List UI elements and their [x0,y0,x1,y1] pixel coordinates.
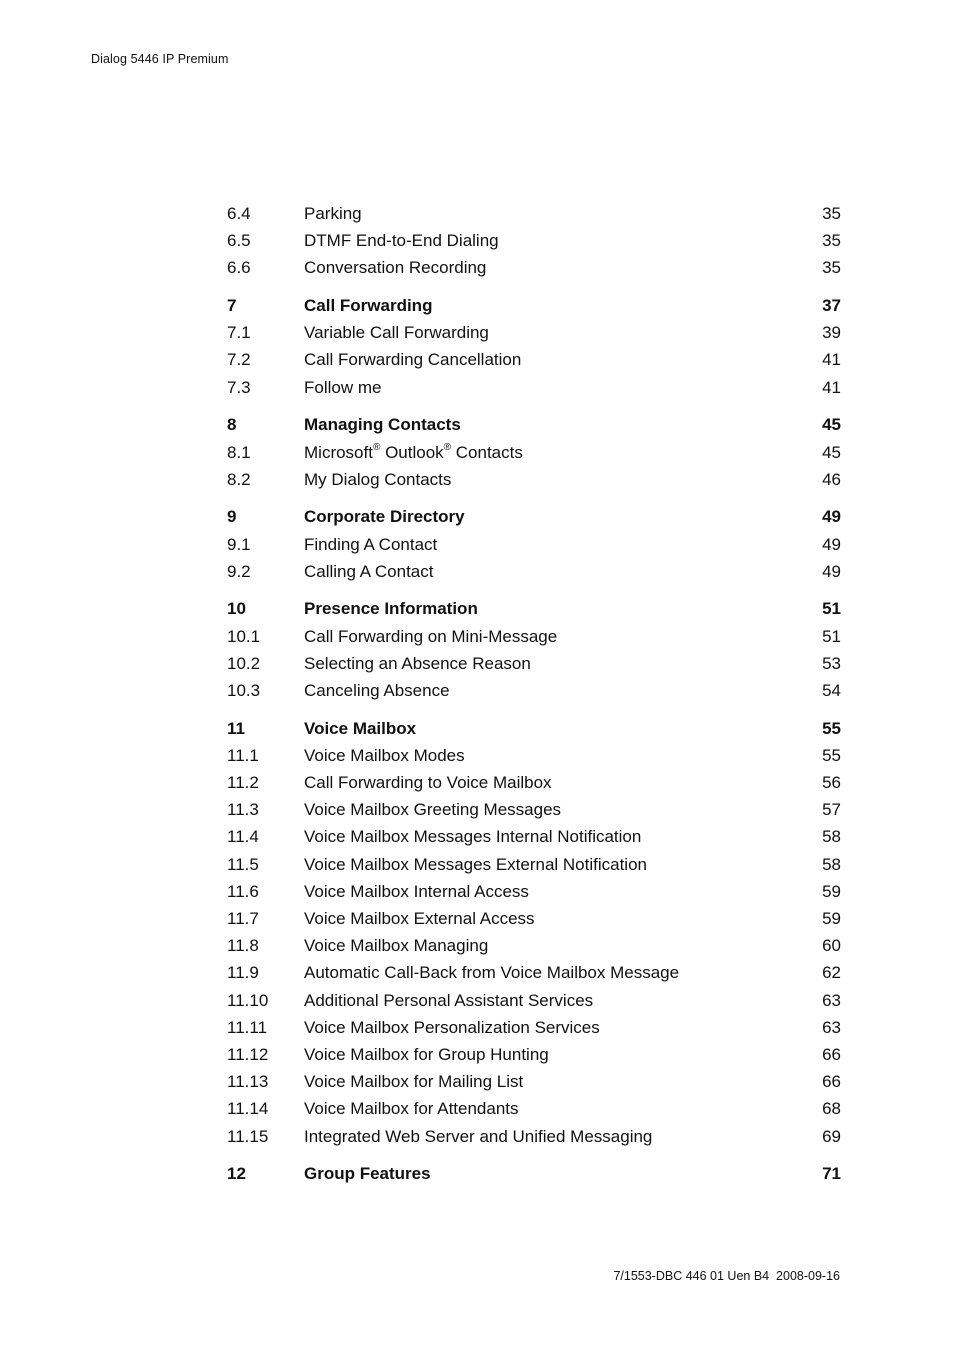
toc-page-number: 66 [822,1072,841,1092]
toc-section-title: Group Features [304,1164,431,1184]
toc-section-title: My Dialog Contacts [304,469,452,489]
toc-chapter-row [227,292,841,319]
toc-entry-row [227,959,841,986]
toc-section-number: 10 [227,599,246,619]
toc-section-title [304,439,822,466]
toc-entry-row [227,531,841,558]
toc-page-number: 53 [822,653,841,673]
toc-page-number: 71 [822,1164,841,1184]
toc-chapter-row [227,503,841,530]
toc-section-number: 11.7 [227,909,259,928]
toc-entry-row [227,987,841,1014]
toc-section-number: 10.1 [227,626,261,646]
toc-section-title: Voice Mailbox Greeting Messages [304,800,562,820]
toc-section-number: 11.15 [227,1126,269,1146]
title-text-part: Microsoft [304,442,373,462]
toc-page-number: 49 [822,561,841,581]
toc-section-title: Finding A Contact [304,534,438,554]
running-header: Dialog 5446 IP Premium [91,52,229,66]
toc-page-number: 57 [822,800,841,820]
toc-entry-row [227,769,841,796]
toc-section-number: 6.6 [227,258,251,278]
toc-section-number: 6.5 [227,231,251,251]
toc-section-number: 9.2 [227,561,251,581]
toc-section-title: Voice Mailbox for Group Hunting [304,1044,549,1064]
toc-section-group [227,411,841,493]
toc-page-number: 58 [822,854,841,874]
toc-section-title: Automatic Call-Back from Voice Mailbox Message [304,963,680,983]
toc-page-number: 63 [822,990,841,1010]
toc-page-number: 39 [822,323,841,343]
toc-page-number: 51 [822,599,841,619]
toc-section-number: 8 [227,415,237,435]
toc-chapter-row [227,1160,841,1187]
toc-section-number: 11.4 [227,827,259,847]
toc-entry-row [227,623,841,650]
toc-entry-row [227,823,841,850]
toc-page-number: 60 [822,936,841,956]
toc-page-number: 55 [822,745,841,765]
toc-section-number: 11.1 [227,745,259,765]
toc-section-group [227,503,841,585]
toc-entry-row [227,1123,841,1150]
toc-section-title: Selecting an Absence Reason [304,653,531,673]
toc-entry-row [227,227,841,254]
toc-page-number: 62 [822,963,841,983]
toc-page-number: 35 [822,204,841,223]
toc-section-title: Canceling Absence [304,681,450,700]
toc-entry-row [227,346,841,373]
toc-section-number: 8.1 [227,442,251,462]
toc-section-number: 12 [227,1164,246,1184]
toc-section-title: Voice Mailbox External Access [304,909,535,928]
toc-section-title: Call Forwarding [304,296,433,316]
toc-page-number: 63 [822,1017,841,1037]
toc-section-title: Voice Mailbox Internal Access [304,881,529,901]
toc-section-number: 7 [227,296,237,316]
toc-section-title: Presence Information [304,599,478,619]
toc-section-title: Call Forwarding to Voice Mailbox [304,773,552,793]
toc-section-group [227,200,841,282]
toc-page-number: 41 [822,377,841,397]
toc-section-group [227,595,841,704]
toc-page-number: 54 [822,681,841,700]
toc-section-group [227,1160,841,1187]
toc-entry-row [227,677,841,704]
toc-entry-row [227,932,841,959]
toc-page-number: 35 [822,258,841,278]
toc-section-title: Voice Mailbox for Mailing List [304,1072,524,1092]
toc-entry-row [227,650,841,677]
toc-chapter-row [227,595,841,622]
toc-section-number: 11.12 [227,1044,269,1064]
toc-section-number: 11.13 [227,1072,269,1092]
toc-page-number: 69 [822,1126,841,1146]
toc-page-number: 56 [822,773,841,793]
toc-page-number: 51 [822,626,841,646]
toc-page-number: 59 [822,909,841,928]
toc-section-title: Voice Mailbox Messages Internal Notification [304,827,642,847]
toc-page-number: 55 [822,718,841,738]
toc-section-title: Conversation Recording [304,258,487,278]
toc-entry-row [227,254,841,281]
toc-section-number: 7.3 [227,377,251,397]
toc-page-number: 45 [822,415,841,435]
toc-section-number: 6.4 [227,204,251,223]
toc-section-number: 11.14 [227,1099,269,1119]
registered-trademark-mark: ® [372,441,381,453]
toc-section-number: 11.9 [227,963,259,983]
toc-section-title: Integrated Web Server and Unified Messaging [304,1126,653,1146]
toc-section-title: Corporate Directory [304,507,465,527]
toc-section-number: 11.6 [227,881,259,901]
document-reference-footer: 7/1553-DBC 446 01 Uen B4 2008-09-16 [613,1269,840,1283]
toc-entry-row [227,1041,841,1068]
toc-entry-row [227,1014,841,1041]
toc-section-number: 11.2 [227,773,259,793]
toc-chapter-row [227,715,841,742]
toc-section-number: 7.2 [227,350,251,370]
toc-entry-row [227,1095,841,1122]
toc-section-number: 11.3 [227,800,259,820]
toc-section-number: 10.2 [227,653,261,673]
toc-entry-row [227,851,841,878]
toc-section-title: Voice Mailbox Personalization Services [304,1017,600,1037]
toc-page-number: 35 [822,231,841,251]
toc-section-number: 9.1 [227,534,251,554]
toc-page-number: 49 [822,507,841,527]
toc-section-title: Calling A Contact [304,561,434,581]
toc-page-number: 66 [822,1044,841,1064]
toc-section-title: DTMF End-to-End Dialing [304,231,499,251]
toc-section-title: Voice Mailbox Modes [304,745,465,765]
toc-section-title: Call Forwarding Cancellation [304,350,522,370]
toc-chapter-row [227,411,841,438]
toc-page-number: 49 [822,534,841,554]
toc-page-number: 37 [822,296,841,316]
toc-section-title: Call Forwarding on Mini-Message [304,626,558,646]
toc-section-title: Managing Contacts [304,415,461,435]
toc-section-title: Variable Call Forwarding [304,323,489,343]
toc-entry-row [227,439,841,466]
toc-section-group [227,292,841,401]
toc-page-number: 59 [822,881,841,901]
toc-section-title: Additional Personal Assistant Services [304,990,594,1010]
toc-entry-row [227,742,841,769]
toc-entry-row [227,374,841,401]
toc-section-number: 11.11 [227,1017,268,1037]
toc-page-number: 41 [822,350,841,370]
toc-entry-row [227,200,841,227]
toc-section-number: 8.2 [227,469,251,489]
toc-section-number: 11.8 [227,936,259,956]
registered-trademark-mark: ® [443,441,452,453]
toc-entry-row [227,878,841,905]
toc-page-number: 45 [822,442,841,462]
toc-section-title: Voice Mailbox Messages External Notification [304,854,647,874]
toc-section-title: Parking [304,204,362,223]
toc-section-number: 11.10 [227,990,269,1010]
title-text-part: Contacts [451,442,523,462]
toc-section-number: 11 [227,718,245,738]
toc-section-title: Voice Mailbox for Attendants [304,1099,519,1119]
toc-section-number: 11.5 [227,854,259,874]
toc-entry-row [227,905,841,932]
toc-entry-row [227,796,841,823]
toc-section-title: Voice Mailbox [304,718,417,738]
toc-section-number: 9 [227,507,237,527]
toc-entry-row [227,1068,841,1095]
table-of-contents [227,200,841,1198]
toc-section-number: 10.3 [227,681,261,700]
toc-page-number: 68 [822,1099,841,1119]
toc-section-group [227,715,841,1150]
toc-section-number: 7.1 [227,323,251,343]
toc-entry-row [227,466,841,493]
toc-page-number: 46 [822,469,841,489]
toc-page-number: 58 [822,827,841,847]
toc-entry-row [227,319,841,346]
toc-entry-row [227,558,841,585]
toc-section-title: Voice Mailbox Managing [304,936,489,956]
title-text-part: Outlook [380,442,444,462]
toc-section-title: Follow me [304,377,382,397]
